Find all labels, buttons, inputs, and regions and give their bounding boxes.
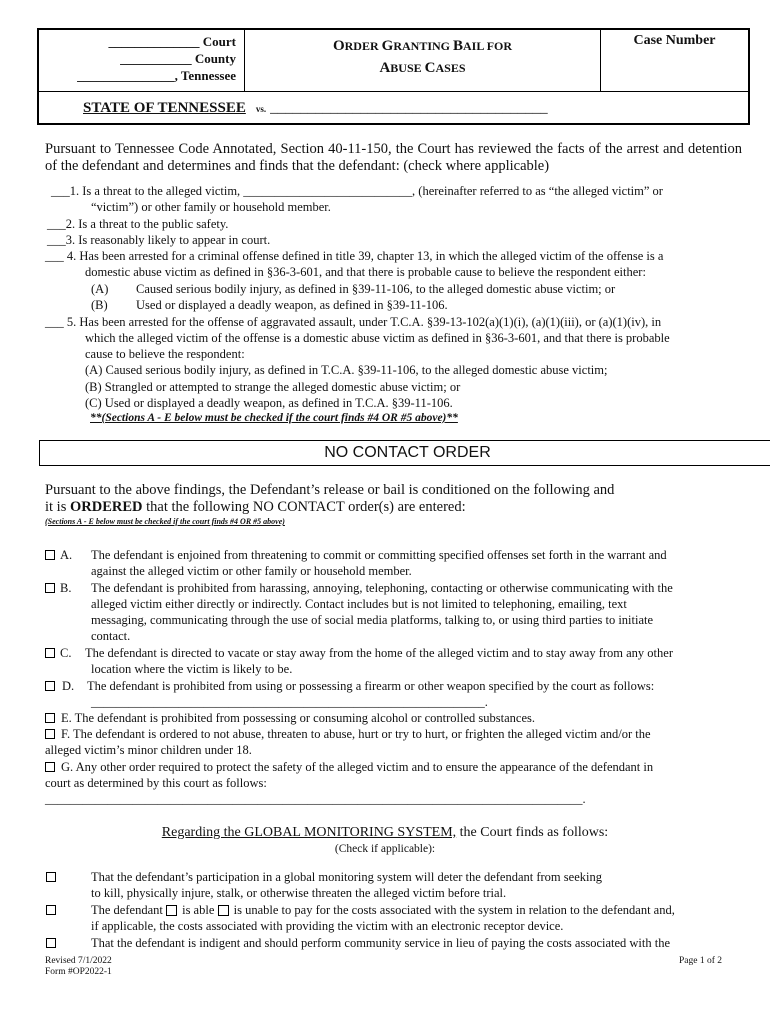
order-g: G. Any other order required to protect the safety of the alleged victim and to ensure the appearance of the defendant in (61, 760, 654, 774)
order-d-field[interactable]: _______________________________________________________________. (91, 695, 488, 709)
vs-label: vs. (255, 104, 267, 114)
order-b-label: B. (60, 581, 72, 595)
order-e: E. The defendant is prohibited from possessing or consuming alcohol or controlled substances. (61, 711, 535, 725)
finding-5b: (B) Strangled or attempted to strange the alleged domestic abuse victim; or (85, 380, 461, 394)
case-caption (83, 100, 548, 117)
order-c-cont: location where the victim is likely to be. (91, 662, 293, 676)
checkbox-d[interactable] (45, 681, 55, 691)
court-block (39, 30, 245, 91)
gms-item-2-cont: if applicable, the costs associated with providing the victim with an electronic receptor device. (91, 919, 564, 933)
gms-checkbox-2[interactable] (46, 905, 56, 915)
header-box (37, 28, 750, 125)
finding-4b: Used or displayed a deadly weapon, as defined in §39-11-106. (136, 298, 448, 312)
checkbox-g[interactable] (45, 762, 55, 772)
finding-2[interactable]: ___2. Is a threat to the public safety. (47, 217, 229, 231)
finding-5[interactable]: ___ 5. Has been arrested for the offense of aggravated assault, under T.C.A. §39-13-102(a)(1)(i), (a)(1)(iii), or (a)(1)(iv), in (45, 315, 662, 329)
checkbox-c[interactable] (45, 648, 55, 658)
order-c-label: C. (60, 646, 72, 660)
gms-item-1: That the defendant’s participation in a global monitoring system will deter the defendant from seeking (91, 870, 602, 884)
defendant-name-field[interactable]: _____________________________________ (270, 100, 548, 116)
order-d: The defendant is prohibited from using or possessing a firearm or other weapon specified by the court as follows: (87, 679, 655, 693)
order-f-cont: alleged victim’s minor children under 18. (45, 743, 252, 757)
gms-checkbox-1[interactable] (46, 872, 56, 882)
order-b-cont2: messaging, communicating through the use of social media platforms, talking to, or using third parties to initiate (91, 613, 654, 627)
court-line: ______________ Court (108, 34, 236, 49)
order-a-cont: against the alleged victim or other family or household member. (91, 564, 412, 578)
finding-1-cont: “victim”) or other family or household member. (91, 200, 331, 214)
checkbox-b[interactable] (45, 583, 55, 593)
header-top-row (39, 30, 748, 92)
order-c: The defendant is directed to vacate or stay away from the home of the alleged victim and to stay away from any other (85, 646, 673, 660)
gms-checkbox-3[interactable] (46, 938, 56, 948)
checkbox-a[interactable] (45, 550, 55, 560)
findings-intro: Pursuant to Tennessee Code Annotated, Section 40-11-150, the Court has reviewed the facts of the arrest and detention of the defendant and determines and finds that the defendant: (check where applicable) (45, 141, 742, 174)
form-title: ORDER GRANTING BAIL FOR ABUSE CASES (245, 30, 601, 91)
able-checkbox[interactable] (166, 905, 177, 916)
order-b-cont3: contact. (91, 629, 131, 643)
finding-4[interactable]: ___ 4. Has been arrested for a criminal offense defined in title 39, chapter 13, in which the alleged victim of the offense is a (45, 249, 664, 263)
case-number-field[interactable]: Case Number (633, 33, 716, 48)
order-b: The defendant is prohibited from harassing, annoying, telephoning, contacting or otherwise communicating with the (91, 581, 673, 595)
order-d-label: D. (62, 679, 75, 693)
state-name: STATE OF TENNESSEE (83, 100, 246, 116)
no-contact-intro: Pursuant to the above findings, the Defendant’s release or bail is conditioned on the following and it is ORDERED that the following NO CONTACT order(s) are entered: (45, 482, 615, 515)
sections-note: **(Sections A - E below must be checked if the court finds #4 OR #5 above)** (90, 412, 458, 424)
gms-item-1-cont: to kill, physically injure, stalk, or otherwise threaten the alleged victim before trial. (91, 886, 507, 900)
gms-subheading: (Check if applicable): (334, 843, 436, 855)
unable-checkbox[interactable] (218, 905, 229, 916)
finding-3[interactable]: ___3. Is reasonably likely to appear in court. (47, 233, 271, 247)
finding-5-cont1: which the alleged victim of the offense is a domestic abuse victim as defined in §36-3-601, and that there is probable (85, 331, 670, 345)
gms-item-3: That the defendant is indigent and should perform community service in lieu of paying the costs associated with the (91, 936, 671, 950)
order-g-cont: court as determined by this court as follows: (45, 776, 267, 790)
state-line: _______________, Tennessee (77, 68, 236, 83)
order-a-label: A. (60, 548, 73, 562)
finding-4a-label: (A) (91, 282, 109, 296)
no-contact-note: (Sections A - E below must be checked if the court finds #4 OR #5 above) (45, 517, 285, 526)
finding-4-cont: domestic abuse victim as defined in §36-3-601, and that there is probable cause to believe the respondent either: (85, 265, 646, 279)
order-f: F. The defendant is ordered to not abuse, threaten to abuse, hurt or try to hurt, or frighten the alleged victim and/or the (61, 727, 651, 741)
gms-heading: Regarding the GLOBAL MONITORING SYSTEM, the Court finds as follows: (161, 825, 609, 840)
finding-4a: Caused serious bodily injury, as defined in §39-11-106, to the alleged domestic abuse victim; or (136, 282, 616, 296)
no-contact-heading: NO CONTACT ORDER (39, 440, 770, 466)
page-number: Page 1 of 2 (679, 956, 723, 966)
order-a: The defendant is enjoined from threatening to commit or committing specified offenses set forth in the warrant and (91, 548, 667, 562)
gms-item-2: The defendant is able is unable to pay for the costs associated with the system in relation to the defendant and, (91, 903, 675, 917)
finding-1[interactable]: ___1. Is a threat to the alleged victim, ___________________________, (hereinafter referred to as “the alleged victim” or (51, 184, 663, 198)
revision-info: Revised 7/1/2022 Form #OP2022-1 (45, 956, 112, 977)
finding-5a: (A) Caused serious bodily injury, as defined in T.C.A. §39-11-106, to the alleged domestic abuse victim; (85, 363, 608, 377)
finding-4b-label: (B) (91, 298, 108, 312)
checkbox-e[interactable] (45, 713, 55, 723)
finding-5-cont2: cause to believe the respondent: (85, 347, 245, 361)
county-line: ___________ County (120, 51, 236, 66)
order-b-cont1: alleged victim either directly or indirectly. Contact includes but is not limited to telephoning, emailing, text (91, 597, 627, 611)
finding-5c: (C) Used or displayed a deadly weapon, as defined in T.C.A. §39-11-106. (85, 396, 453, 410)
order-g-field[interactable]: ______________________________________________________________________________________. (45, 792, 586, 806)
checkbox-f[interactable] (45, 729, 55, 739)
